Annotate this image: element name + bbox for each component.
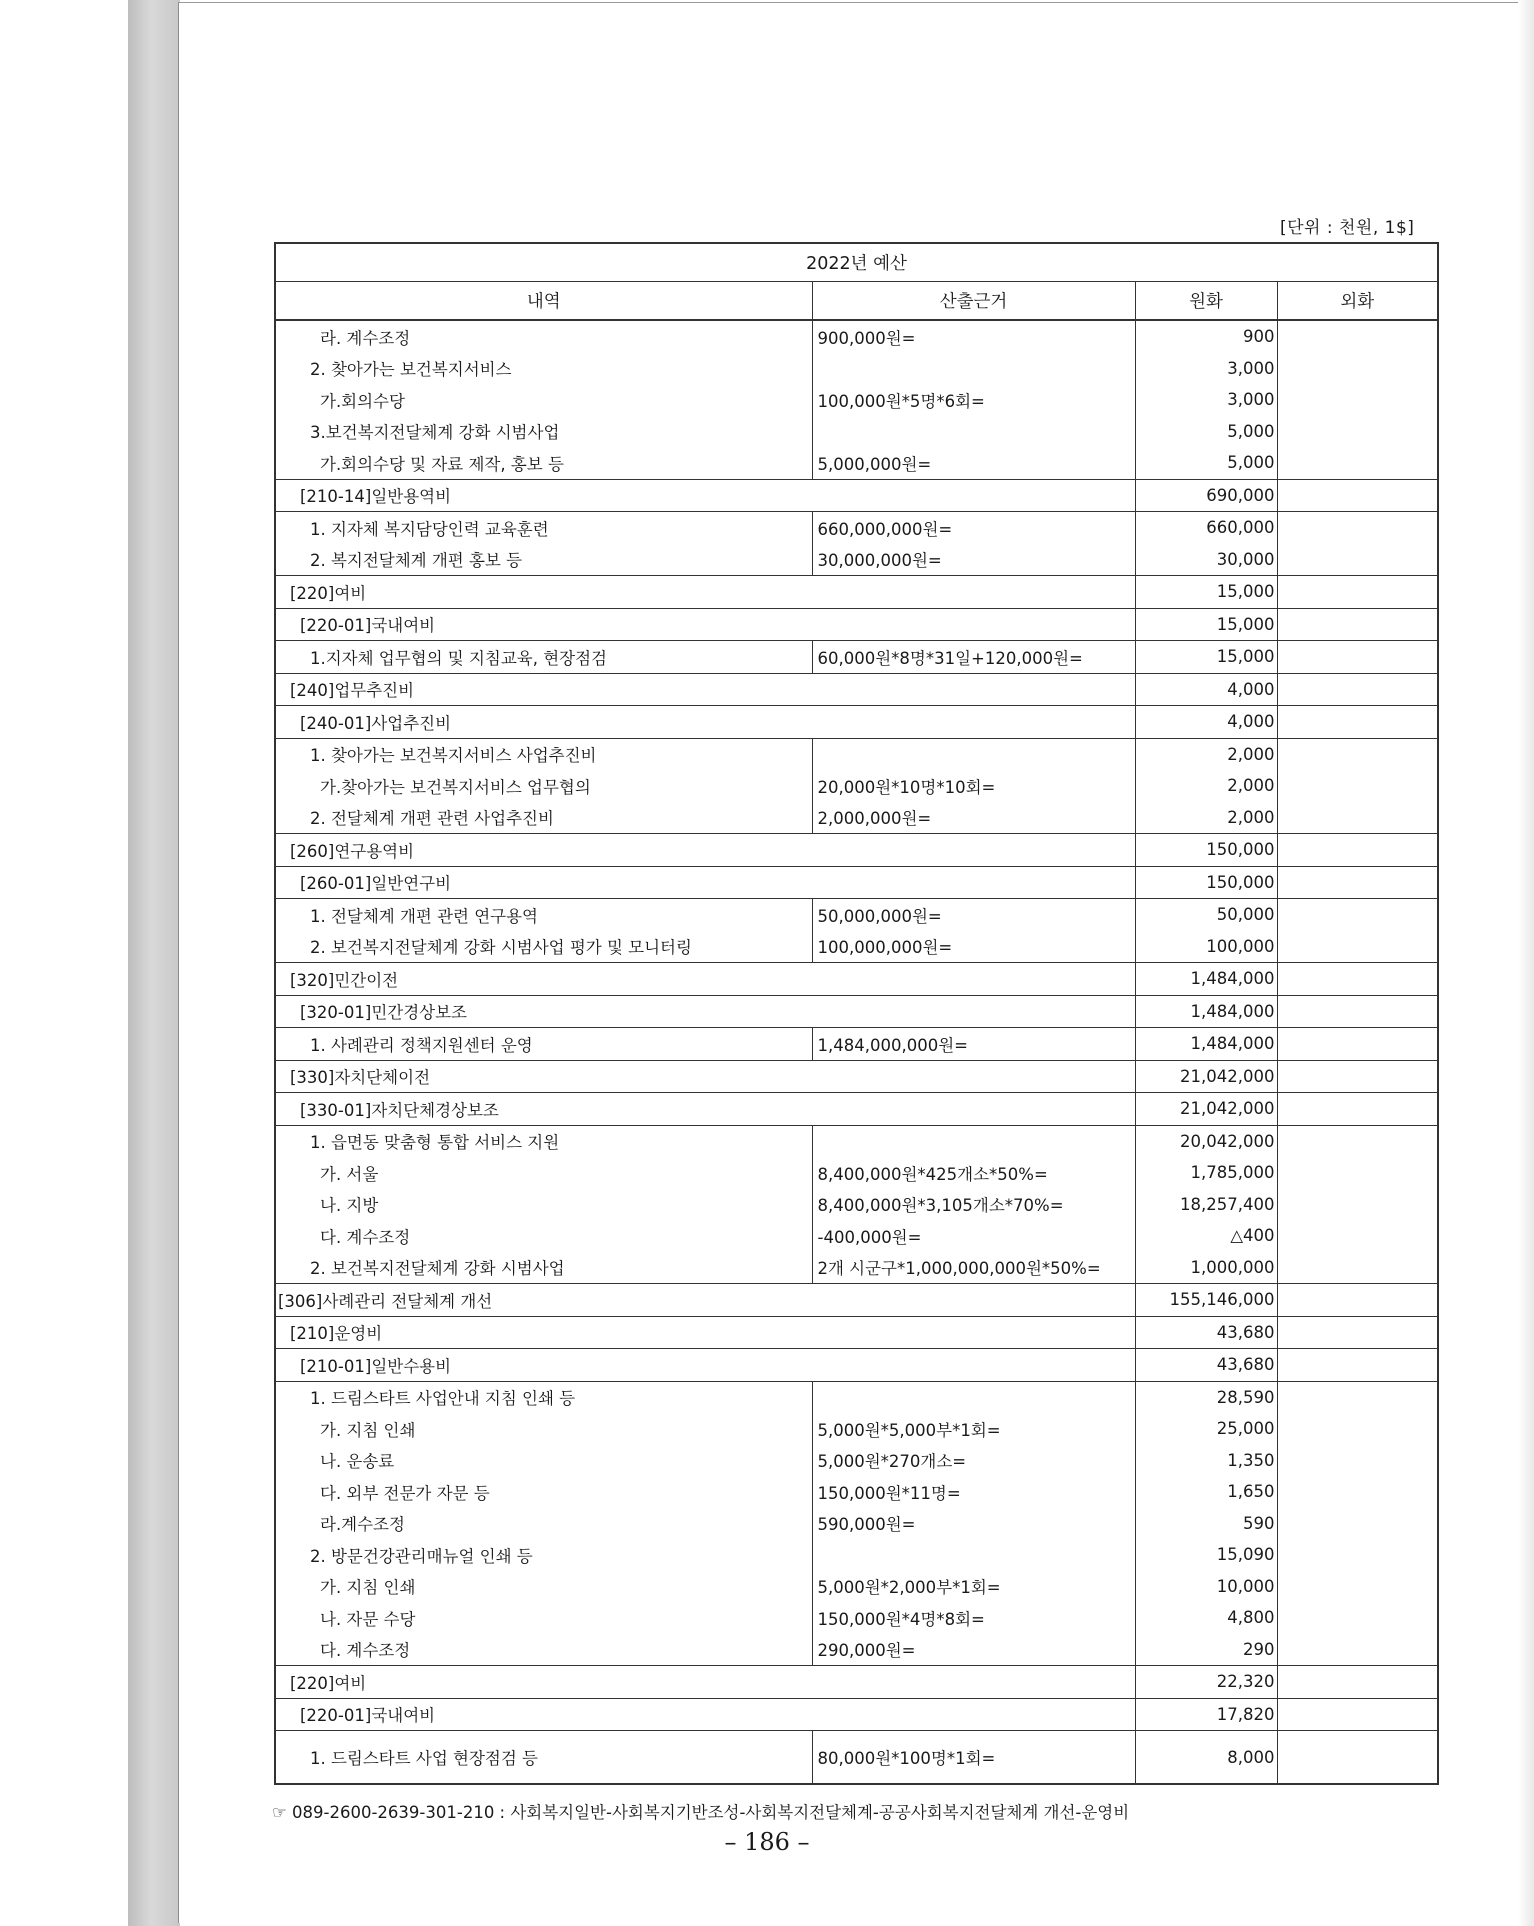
table-row (275, 641, 1438, 674)
row-item: [320-01]민간경상보조 (275, 995, 1135, 1028)
row-fx (1277, 1634, 1438, 1666)
row-basis: 590,000원= (812, 1508, 1135, 1540)
table-row (275, 1220, 1438, 1252)
row-fx (1277, 1381, 1438, 1413)
row-krw: 15,000 (1135, 641, 1277, 674)
row-fx (1277, 1539, 1438, 1571)
page-number: – 186 – (724, 1828, 810, 1856)
table-row (275, 1157, 1438, 1189)
table-row (275, 963, 1438, 996)
row-basis: 290,000원= (812, 1634, 1135, 1666)
row-basis (812, 1125, 1135, 1157)
row-krw: 15,090 (1135, 1539, 1277, 1571)
table-row (275, 353, 1438, 385)
table-row (275, 1731, 1438, 1785)
header-row (275, 282, 1438, 321)
row-item: 2. 보건복지전달체계 강화 시범사업 평가 및 모니터링 (275, 931, 812, 963)
row-fx (1277, 416, 1438, 448)
table-row (275, 1252, 1438, 1284)
row-basis (812, 738, 1135, 770)
row-basis: 5,000원*2,000부*1회= (812, 1571, 1135, 1603)
row-krw: 43,680 (1135, 1349, 1277, 1382)
row-fx (1277, 1666, 1438, 1699)
row-krw: 1,484,000 (1135, 995, 1277, 1028)
row-krw: 2,000 (1135, 770, 1277, 802)
row-krw: 1,484,000 (1135, 1028, 1277, 1061)
row-item: 1.지자체 업무협의 및 지침교육, 현장점검 (275, 641, 812, 674)
row-fx (1277, 1476, 1438, 1508)
table-row (275, 770, 1438, 802)
header-fx: 외화 (1277, 282, 1438, 321)
table-row (275, 1445, 1438, 1477)
row-basis: 60,000원*8명*31일+120,000원= (812, 641, 1135, 674)
row-item: 1. 전달체계 개편 관련 연구용역 (275, 899, 812, 931)
table-row (275, 1413, 1438, 1445)
row-krw: 290 (1135, 1634, 1277, 1666)
table-row (275, 1316, 1438, 1349)
row-fx (1277, 1252, 1438, 1284)
table-row (275, 320, 1438, 353)
row-fx (1277, 899, 1438, 931)
row-item: 다. 계수조정 (275, 1634, 812, 1666)
row-krw: 5,000 (1135, 416, 1277, 448)
row-item: 3.보건복지전달체계 강화 시범사업 (275, 416, 812, 448)
row-item: [210]운영비 (275, 1316, 1135, 1349)
row-basis: 150,000원*4명*8회= (812, 1602, 1135, 1634)
row-item: 1. 드림스타트 사업안내 지침 인쇄 등 (275, 1381, 812, 1413)
table-title: 2022년 예산 (275, 243, 1438, 282)
row-krw: 15,000 (1135, 608, 1277, 641)
row-krw: 1,785,000 (1135, 1157, 1277, 1189)
table-row (275, 1028, 1438, 1061)
row-krw: 28,590 (1135, 1381, 1277, 1413)
row-item: 1. 읍면동 맞춤형 통합 서비스 지원 (275, 1125, 812, 1157)
table-row (275, 802, 1438, 834)
row-fx (1277, 384, 1438, 416)
row-krw: 21,042,000 (1135, 1060, 1277, 1093)
table-row (275, 608, 1438, 641)
row-fx (1277, 1349, 1438, 1382)
row-krw: 3,000 (1135, 353, 1277, 385)
table-row (275, 834, 1438, 867)
row-fx (1277, 576, 1438, 609)
table-row (275, 1571, 1438, 1603)
row-fx (1277, 320, 1438, 353)
row-krw: 155,146,000 (1135, 1284, 1277, 1317)
row-item: 다. 외부 전문가 자문 등 (275, 1476, 812, 1508)
row-basis: 8,400,000원*425개소*50%= (812, 1157, 1135, 1189)
row-item: [330-01]자치단체경상보조 (275, 1093, 1135, 1126)
row-item: 2. 방문건강관리매뉴얼 인쇄 등 (275, 1539, 812, 1571)
row-krw: 150,000 (1135, 834, 1277, 867)
budget-table (274, 242, 1439, 1785)
table-row (275, 1476, 1438, 1508)
table-row (275, 479, 1438, 512)
row-item: [220-01]국내여비 (275, 608, 1135, 641)
table-row (275, 1093, 1438, 1126)
row-fx (1277, 1571, 1438, 1603)
row-krw: 4,000 (1135, 706, 1277, 739)
row-krw: 21,042,000 (1135, 1093, 1277, 1126)
row-item: 가. 지침 인쇄 (275, 1413, 812, 1445)
row-item: 가. 서울 (275, 1157, 812, 1189)
row-fx (1277, 608, 1438, 641)
row-fx (1277, 1445, 1438, 1477)
row-krw: 690,000 (1135, 479, 1277, 512)
row-krw: 25,000 (1135, 1413, 1277, 1445)
table-row (275, 1539, 1438, 1571)
row-item: 라.계수조정 (275, 1508, 812, 1540)
table-row (275, 1666, 1438, 1699)
row-basis: 8,400,000원*3,105개소*70%= (812, 1189, 1135, 1221)
table-row (275, 384, 1438, 416)
row-krw: 1,484,000 (1135, 963, 1277, 996)
row-krw: 20,042,000 (1135, 1125, 1277, 1157)
row-krw: 15,000 (1135, 576, 1277, 609)
row-krw: 900 (1135, 320, 1277, 353)
row-fx (1277, 1284, 1438, 1317)
row-basis: 150,000원*11명= (812, 1476, 1135, 1508)
row-fx (1277, 1220, 1438, 1252)
row-krw: 30,000 (1135, 544, 1277, 576)
row-fx (1277, 738, 1438, 770)
row-item: [330]자치단체이전 (275, 1060, 1135, 1093)
row-item: [220]여비 (275, 576, 1135, 609)
page-shadow (1518, 0, 1534, 1926)
row-fx (1277, 544, 1438, 576)
row-basis: 2,000,000원= (812, 802, 1135, 834)
row-fx (1277, 1060, 1438, 1093)
table-row (275, 1381, 1438, 1413)
table-row (275, 995, 1438, 1028)
row-item: 다. 계수조정 (275, 1220, 812, 1252)
row-item: 나. 지방 (275, 1189, 812, 1221)
row-item: 가.회의수당 (275, 384, 812, 416)
row-basis: 5,000,000원= (812, 447, 1135, 479)
row-krw: 590 (1135, 1508, 1277, 1540)
row-basis: 100,000원*5명*6회= (812, 384, 1135, 416)
book-page-edge (128, 0, 180, 1926)
row-krw: △400 (1135, 1220, 1277, 1252)
row-item: [240-01]사업추진비 (275, 706, 1135, 739)
row-fx (1277, 963, 1438, 996)
row-basis: 5,000원*5,000부*1회= (812, 1413, 1135, 1445)
row-basis: 50,000,000원= (812, 899, 1135, 931)
row-item: [320]민간이전 (275, 963, 1135, 996)
table-row (275, 931, 1438, 963)
row-basis: 5,000원*270개소= (812, 1445, 1135, 1477)
row-fx (1277, 706, 1438, 739)
row-item: 2. 복지전달체계 개편 홍보 등 (275, 544, 812, 576)
row-fx (1277, 1698, 1438, 1731)
row-basis (812, 1539, 1135, 1571)
row-item: 나. 자문 수당 (275, 1602, 812, 1634)
row-krw: 17,820 (1135, 1698, 1277, 1731)
row-fx (1277, 1731, 1438, 1785)
row-fx (1277, 479, 1438, 512)
row-basis (812, 1381, 1135, 1413)
account-code-footnote: ☞ 089-2600-2639-301-210 : 사회복지일반-사회복지기반조성-사회복지전달체계-공공사회복지전달체계 개선-운영비 (272, 1803, 1130, 1822)
row-basis (812, 353, 1135, 385)
row-fx (1277, 1189, 1438, 1221)
table-row (275, 866, 1438, 899)
table-row (275, 1602, 1438, 1634)
unit-note: [단위 : 천원, 1$] (1280, 218, 1415, 238)
row-krw: 50,000 (1135, 899, 1277, 931)
row-item: 1. 찾아가는 보건복지서비스 사업추진비 (275, 738, 812, 770)
table-row (275, 899, 1438, 931)
row-fx (1277, 673, 1438, 706)
row-item: 가. 지침 인쇄 (275, 1571, 812, 1603)
table-row (275, 1189, 1438, 1221)
table-row (275, 1284, 1438, 1317)
row-krw: 1,350 (1135, 1445, 1277, 1477)
table-row (275, 706, 1438, 739)
row-item: [306]사례관리 전달체계 개선 (275, 1284, 1135, 1317)
row-basis: 660,000,000원= (812, 512, 1135, 544)
table-row (275, 1349, 1438, 1382)
row-basis: 2개 시군구*1,000,000,000원*50%= (812, 1252, 1135, 1284)
row-fx (1277, 1508, 1438, 1540)
row-krw: 3,000 (1135, 384, 1277, 416)
header-krw: 원화 (1135, 282, 1277, 321)
table-row (275, 1508, 1438, 1540)
row-krw: 1,650 (1135, 1476, 1277, 1508)
row-fx (1277, 1602, 1438, 1634)
table-row (275, 1698, 1438, 1731)
row-fx (1277, 1125, 1438, 1157)
table-row (275, 1125, 1438, 1157)
row-item: [260]연구용역비 (275, 834, 1135, 867)
table-row (275, 738, 1438, 770)
row-fx (1277, 1413, 1438, 1445)
row-krw: 22,320 (1135, 1666, 1277, 1699)
row-item: 2. 전달체계 개편 관련 사업추진비 (275, 802, 812, 834)
row-krw: 4,800 (1135, 1602, 1277, 1634)
table-row (275, 673, 1438, 706)
table-row (275, 416, 1438, 448)
row-fx (1277, 512, 1438, 544)
row-fx (1277, 866, 1438, 899)
row-item: 1. 사례관리 정책지원센터 운영 (275, 1028, 812, 1061)
row-item: 라. 계수조정 (275, 320, 812, 353)
row-fx (1277, 353, 1438, 385)
row-item: [220-01]국내여비 (275, 1698, 1135, 1731)
table-body (275, 320, 1438, 1784)
row-fx (1277, 802, 1438, 834)
table-row (275, 512, 1438, 544)
row-basis: 1,484,000,000원= (812, 1028, 1135, 1061)
row-item: [210-01]일반수용비 (275, 1349, 1135, 1382)
row-item: [220]여비 (275, 1666, 1135, 1699)
row-item: 2. 보건복지전달체계 강화 시범사업 (275, 1252, 812, 1284)
row-basis: 80,000원*100명*1회= (812, 1731, 1135, 1785)
row-basis: 30,000,000원= (812, 544, 1135, 576)
row-item: [240]업무추진비 (275, 673, 1135, 706)
row-krw: 100,000 (1135, 931, 1277, 963)
row-fx (1277, 1093, 1438, 1126)
row-krw: 1,000,000 (1135, 1252, 1277, 1284)
table-row (275, 447, 1438, 479)
row-item: 나. 운송료 (275, 1445, 812, 1477)
table-row (275, 1060, 1438, 1093)
row-fx (1277, 1157, 1438, 1189)
row-krw: 2,000 (1135, 738, 1277, 770)
row-item: 가.찾아가는 보건복지서비스 업무협의 (275, 770, 812, 802)
row-krw: 660,000 (1135, 512, 1277, 544)
row-fx (1277, 995, 1438, 1028)
table-row (275, 1634, 1438, 1666)
row-item: 2. 찾아가는 보건복지서비스 (275, 353, 812, 385)
row-item: 1. 지자체 복지담당인력 교육훈련 (275, 512, 812, 544)
row-krw: 5,000 (1135, 447, 1277, 479)
row-krw: 18,257,400 (1135, 1189, 1277, 1221)
row-krw: 8,000 (1135, 1731, 1277, 1785)
row-fx (1277, 770, 1438, 802)
row-basis: 100,000,000원= (812, 931, 1135, 963)
table-row (275, 576, 1438, 609)
row-krw: 43,680 (1135, 1316, 1277, 1349)
table-row (275, 544, 1438, 576)
row-item: [260-01]일반연구비 (275, 866, 1135, 899)
row-item: 1. 드림스타트 사업 현장점검 등 (275, 1731, 812, 1785)
row-item: 가.회의수당 및 자료 제작, 홍보 등 (275, 447, 812, 479)
row-krw: 4,000 (1135, 673, 1277, 706)
row-krw: 10,000 (1135, 1571, 1277, 1603)
row-basis: 900,000원= (812, 320, 1135, 353)
row-basis: -400,000원= (812, 1220, 1135, 1252)
row-krw: 150,000 (1135, 866, 1277, 899)
row-fx (1277, 834, 1438, 867)
header-item: 내역 (275, 282, 812, 321)
row-krw: 2,000 (1135, 802, 1277, 834)
row-fx (1277, 1316, 1438, 1349)
header-basis: 산출근거 (812, 282, 1135, 321)
row-fx (1277, 931, 1438, 963)
row-basis: 20,000원*10명*10회= (812, 770, 1135, 802)
row-fx (1277, 1028, 1438, 1061)
row-fx (1277, 447, 1438, 479)
row-fx (1277, 641, 1438, 674)
row-basis (812, 416, 1135, 448)
row-item: [210-14]일반용역비 (275, 479, 1135, 512)
